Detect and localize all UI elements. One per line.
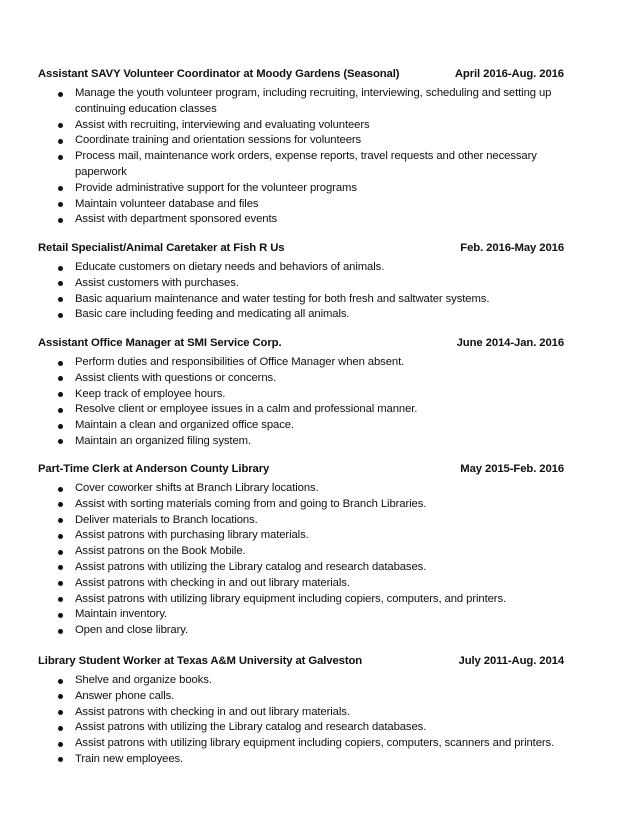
duty-item: Provide administrative support for the volunteer programs — [0, 181, 638, 197]
duty-item: Maintain volunteer database and files — [0, 197, 638, 213]
bullet-icon — [58, 392, 63, 397]
job-title: Assistant Office Manager at SMI Service Corp. — [38, 337, 282, 349]
bullet-icon — [58, 710, 63, 715]
bullet-icon — [58, 313, 63, 318]
job-header — [0, 68, 638, 86]
job-entry — [0, 242, 638, 323]
bullet-icon — [58, 487, 63, 492]
duty-item: Assist patrons with checking in and out library materials. — [0, 576, 638, 592]
duty-item: Assist clients with questions or concerns. — [0, 371, 638, 387]
bullet-icon — [58, 218, 63, 223]
duty-item: Open and close library. — [0, 623, 638, 639]
bullet-icon — [58, 139, 63, 144]
bullet-icon — [58, 629, 63, 634]
job-title: Part-Time Clerk at Anderson County Library — [38, 463, 270, 475]
job-dates: Feb. 2016-May 2016 — [460, 242, 564, 254]
job-dates: May 2015-Feb. 2016 — [460, 463, 564, 475]
duty-item: Perform duties and responsibilities of Office Manager when absent. — [0, 355, 638, 371]
duty-item: Keep track of employee hours. — [0, 387, 638, 403]
bullet-icon — [58, 361, 63, 366]
duty-item: Train new employees. — [0, 752, 638, 768]
bullet-icon — [58, 534, 63, 539]
duty-item: Maintain an organized filing system. — [0, 434, 638, 450]
bullet-icon — [58, 281, 63, 286]
duty-item: Educate customers on dietary needs and behaviors of animals. — [0, 260, 638, 276]
bullet-icon — [58, 726, 63, 731]
job-entry — [0, 337, 638, 450]
bullet-icon — [58, 424, 63, 429]
bullet-icon — [58, 266, 63, 271]
duty-item: Shelve and organize books. — [0, 673, 638, 689]
duty-item: Maintain inventory. — [0, 607, 638, 623]
bullet-icon — [58, 613, 63, 618]
bullet-icon — [58, 581, 63, 586]
duty-item: Answer phone calls. — [0, 689, 638, 705]
bullet-icon — [58, 597, 63, 602]
duty-item: Deliver materials to Branch locations. — [0, 513, 638, 529]
job-header — [0, 655, 638, 673]
duty-item: Assist patrons with purchasing library materials. — [0, 528, 638, 544]
duty-item: Assist patrons with utilizing library equipment including copiers, computers, and printers. — [0, 592, 638, 608]
job-dates: July 2011-Aug. 2014 — [458, 655, 564, 667]
bullet-icon — [58, 518, 63, 523]
bullet-icon — [58, 679, 63, 684]
bullet-icon — [58, 202, 63, 207]
bullet-icon — [58, 408, 63, 413]
bullet-icon — [58, 186, 63, 191]
duty-item: Assist with department sponsored events — [0, 212, 638, 228]
bullet-icon — [58, 550, 63, 555]
job-entry — [0, 655, 638, 768]
duty-item: Assist with sorting materials coming from and going to Branch Libraries. — [0, 497, 638, 513]
bullet-icon — [58, 502, 63, 507]
job-dates: June 2014-Jan. 2016 — [456, 337, 564, 349]
job-header — [0, 242, 638, 260]
duty-item: Cover coworker shifts at Branch Library locations. — [0, 481, 638, 497]
bullet-icon — [58, 694, 63, 699]
bullet-icon — [58, 92, 63, 97]
job-title: Library Student Worker at Texas A&M University at Galveston — [38, 655, 363, 667]
duty-item: Assist patrons with utilizing library equipment including copiers, computers, scanners and printers. — [0, 736, 638, 752]
job-header — [0, 337, 638, 355]
bullet-icon — [58, 439, 63, 444]
duty-list — [0, 355, 638, 450]
job-entry — [0, 68, 638, 228]
bullet-icon — [58, 155, 63, 160]
duty-item: Manage the youth volunteer program, including recruiting, interviewing, scheduling and setting up continuing education classes — [0, 86, 638, 118]
bullet-icon — [58, 742, 63, 747]
bullet-icon — [58, 565, 63, 570]
duty-item: Basic care including feeding and medicating all animals. — [0, 307, 638, 323]
duty-item: Assist patrons with utilizing the Library catalog and research databases. — [0, 720, 638, 736]
bullet-icon — [58, 376, 63, 381]
duty-list — [0, 481, 638, 639]
duty-list — [0, 86, 638, 228]
duty-item: Maintain a clean and organized office space. — [0, 418, 638, 434]
bullet-icon — [58, 297, 63, 302]
duty-item: Assist with recruiting, interviewing and evaluating volunteers — [0, 118, 638, 134]
duty-item: Coordinate training and orientation sessions for volunteers — [0, 133, 638, 149]
job-title: Retail Specialist/Animal Caretaker at Fish R Us — [38, 242, 285, 254]
duty-item: Assist patrons with utilizing the Library catalog and research databases. — [0, 560, 638, 576]
duty-list — [0, 673, 638, 768]
duty-item: Assist customers with purchases. — [0, 276, 638, 292]
bullet-icon — [58, 757, 63, 762]
duty-item: Assist patrons on the Book Mobile. — [0, 544, 638, 560]
duty-list — [0, 260, 638, 323]
job-dates: April 2016-Aug. 2016 — [454, 68, 564, 80]
bullet-icon — [58, 123, 63, 128]
duty-item: Resolve client or employee issues in a calm and professional manner. — [0, 402, 638, 418]
duty-item: Basic aquarium maintenance and water testing for both fresh and saltwater systems. — [0, 292, 638, 308]
job-header — [0, 463, 638, 481]
job-entry — [0, 463, 638, 639]
duty-item: Process mail, maintenance work orders, expense reports, travel requests and other necessary paperwork — [0, 149, 638, 181]
job-title: Assistant SAVY Volunteer Coordinator at Moody Gardens (Seasonal) — [38, 68, 400, 80]
duty-item: Assist patrons with checking in and out library materials. — [0, 705, 638, 721]
